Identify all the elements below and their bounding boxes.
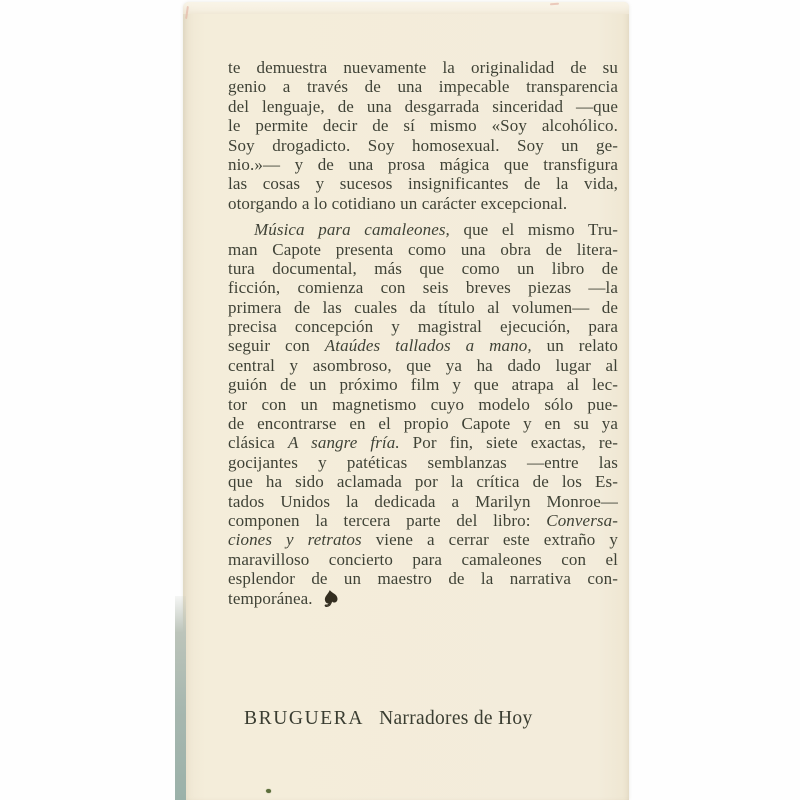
text-line <box>228 97 618 116</box>
text-line <box>228 356 618 375</box>
text-segment: tor con un magnetismo cuyo modelo sólo pue- <box>228 394 618 414</box>
text-segment: las cosas y sucesos insignificantes de la vida, <box>228 174 618 194</box>
italic-text-segment: ciones y retratos <box>228 530 362 550</box>
italic-text-segment: Conversa- <box>546 510 618 530</box>
text-segment: guión de un próximo film y que atrapa al lec- <box>228 375 618 395</box>
text-line <box>228 414 618 433</box>
publisher-name: BRUGUERA <box>244 708 365 729</box>
text-line <box>228 530 618 549</box>
text-line <box>228 550 618 569</box>
fleuron-leaf-icon <box>318 587 342 610</box>
text-line <box>228 77 618 96</box>
text-line <box>228 278 618 297</box>
text-line <box>228 155 618 174</box>
text-segment: man Capote presenta como una obra de litera- <box>228 239 618 259</box>
text-line <box>228 433 618 452</box>
text-segment: temporánea. <box>228 588 313 608</box>
text-segment: clásica <box>228 433 288 453</box>
text-segment: gocijantes y patéticas semblanzas —entre las <box>228 452 618 472</box>
text-line <box>228 58 618 77</box>
text-segment: Soy drogadicto. Soy homosexual. Soy un ge- <box>228 135 618 155</box>
text-line <box>228 220 618 239</box>
text-segment: maravilloso concierto para camaleones con el <box>228 549 618 569</box>
text-segment: primera de las cuales da título al volumen— de <box>228 297 618 317</box>
text-line <box>228 317 618 336</box>
text-segment: de encontrarse en el propio Capote y en su ya <box>228 414 618 434</box>
collection-name: Narradores de Hoy <box>379 708 533 729</box>
text-segment: genio a través de una impecable transparencia <box>228 77 618 97</box>
text-segment: viene a cerrar este extraño y <box>361 530 619 550</box>
flap-text <box>228 58 618 608</box>
text-line <box>228 174 618 193</box>
green-ink-speck <box>266 789 271 793</box>
text-segment: otorgando a lo cotidiano un carácter excepcional. <box>228 193 568 213</box>
italic-text-segment: Música para camaleones, <box>254 220 450 240</box>
text-line <box>228 375 618 394</box>
text-segment: ficción, comienza con seis breves piezas —la <box>228 278 618 298</box>
text-segment: tura documental, más que como un libro de <box>228 258 618 278</box>
text-segment: componen la tercera parte del libro: <box>228 510 547 530</box>
text-segment: central y asombroso, que ya ha dado lugar al <box>228 355 618 375</box>
text-segment: te demuestra nuevamente la originalidad de su <box>228 58 618 77</box>
text-segment: le permite decir de sí mismo «Soy alcohólico. <box>228 116 618 136</box>
text-segment: Por fin, siete exactas, re- <box>399 433 619 453</box>
text-segment: seguir con <box>228 336 325 356</box>
italic-text-segment: Ataúdes tallados a mano, <box>324 336 532 356</box>
paragraph-gap <box>228 213 618 220</box>
text-line <box>228 589 618 608</box>
text-line <box>228 395 618 414</box>
imprint-line <box>244 708 584 730</box>
text-line <box>228 240 618 259</box>
text-segment: tados Unidos la dedicada a Marilyn Monroe— <box>228 491 618 511</box>
text-line <box>228 336 618 355</box>
text-line <box>228 116 618 135</box>
text-line <box>228 259 618 278</box>
text-segment: que ha sido aclamada por la crítica de los Es- <box>228 472 618 492</box>
italic-text-segment: A sangre fría. <box>287 433 400 453</box>
text-line <box>228 492 618 511</box>
page-edge-strip <box>175 596 186 800</box>
text-segment: un relato <box>531 336 618 356</box>
text-segment: del lenguaje, de una desgarrada sinceridad —que <box>228 96 618 116</box>
text-line <box>228 194 618 213</box>
text-line <box>228 472 618 491</box>
text-line <box>228 136 618 155</box>
text-line <box>228 511 618 530</box>
text-line <box>228 298 618 317</box>
text-line <box>228 453 618 472</box>
text-line <box>228 569 618 588</box>
book-flap-paper <box>183 2 629 800</box>
text-segment: que el mismo Tru- <box>449 220 618 240</box>
text-segment: precisa concepción y magistral ejecución, para <box>228 317 618 337</box>
text-segment: esplendor de un maestro de la narrativa con- <box>228 569 618 589</box>
text-segment: nio.»— y de una prosa mágica que transfigura <box>228 154 618 174</box>
